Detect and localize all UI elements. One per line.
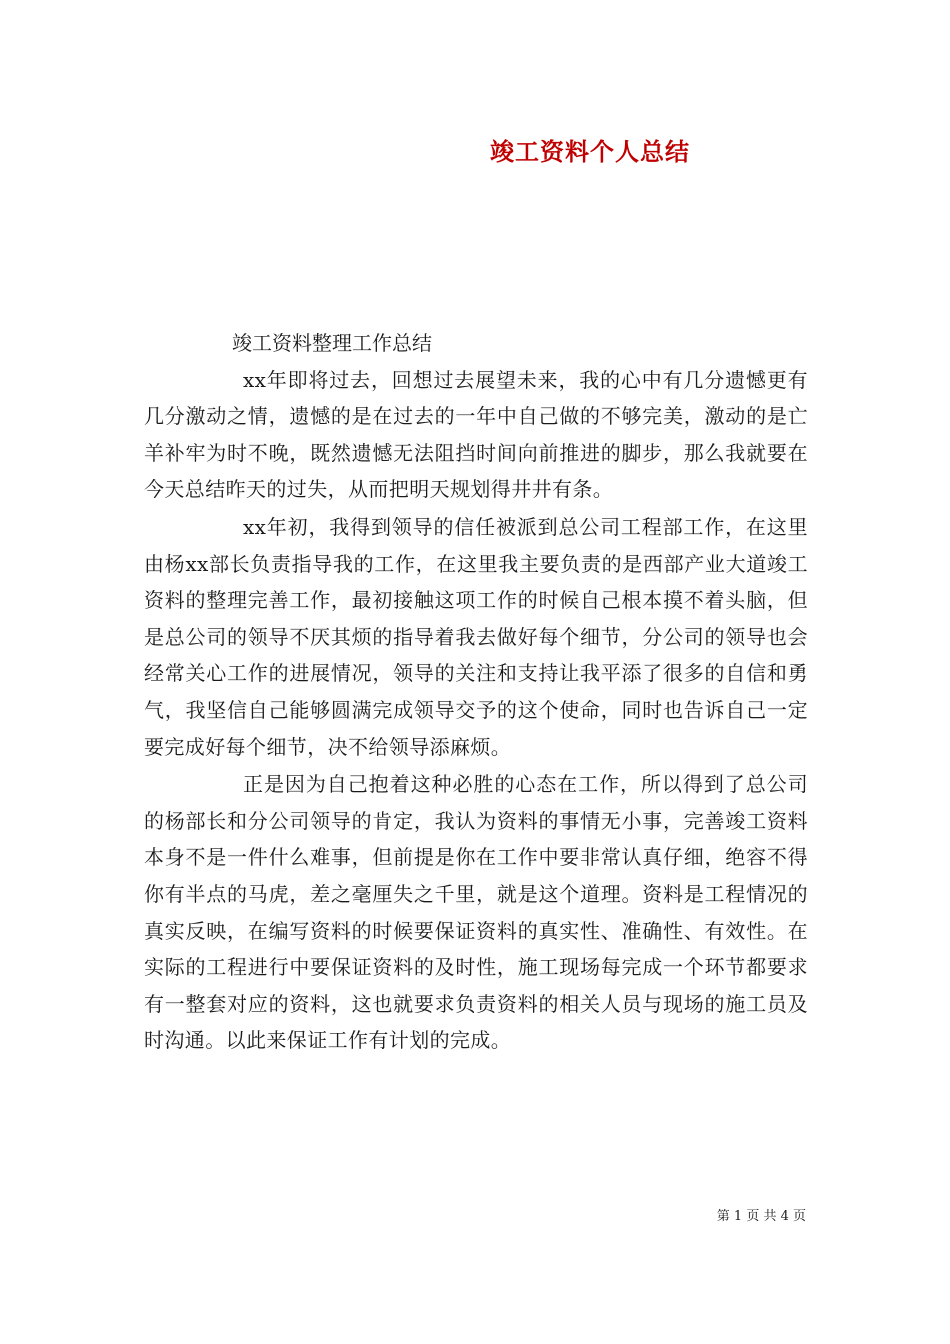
document-body <box>144 325 808 1059</box>
page-number-footer: 第 1 页 共 4 页 <box>716 1209 806 1224</box>
paragraph-1: xx年即将过去，回想过去展望未来，我的心中有几分遗憾更有几分激动之情，遗憾的是在过去的一年中自己做的不够完美，激动的是亡羊补牢为时不晚，既然遗憾无法阻挡时间向前推进的脚步，那么我就要在今天总结昨天的过失，从而把明天规划得井井有条。 <box>144 367 808 502</box>
document-title: 竣工资料个人总结 <box>490 137 690 166</box>
document-subtitle: 竣工资料整理工作总结 <box>232 331 432 355</box>
paragraph-2: xx年初，我得到领导的信任被派到总公司工程部工作，在这里由杨xx部长负责指导我的工作，在这里我主要负责的是西部产业大道竣工资料的整理完善工作，最初接触这项工作的时候自己根本摸不着头脑，但是总公司的领导不厌其烦的指导着我去做好每个细节，分公司的领导也会经常关心工作的进展情况，领导的关注和支持让我平添了很多的自信和勇气，我坚信自己能够圆满完成领导交予的这个使命，同时也告诉自己一定要完成好每个细节，决不给领导添麻烦。 <box>144 514 808 759</box>
paragraph-3: 正是因为自己抱着这种必胜的心态在工作，所以得到了总公司的杨部长和分公司领导的肯定，我认为资料的事情无小事，完善竣工资料本身不是一件什么难事，但前提是你在工作中要非常认真仔细，绝容不得你有半点的马虎，差之毫厘失之千里，就是这个道理。资料是工程情况的真实反映，在编写资料的时候要保证资料的真实性、准确性、有效性。在实际的工程进行中要保证资料的及时性，施工现场每完成一个环节都要求有一整套对应的资料，这也就要求负责资料的相关人员与现场的施工员及时沟通。以此来保证工作有计划的完成。 <box>144 772 808 1053</box>
